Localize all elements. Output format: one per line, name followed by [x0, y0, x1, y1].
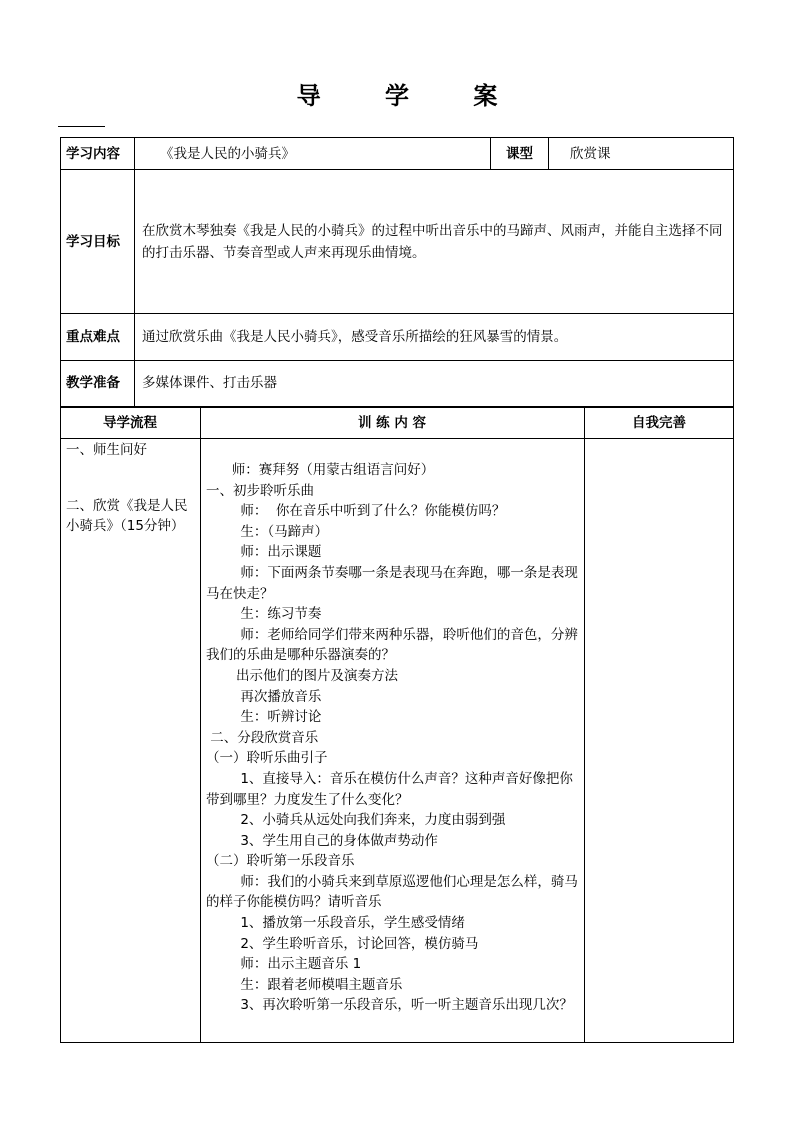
info-table [60, 137, 734, 407]
content-line: 师：下面两条节奏哪一条是表现马在奔跑，哪一条是表现马在快走？ [206, 564, 578, 602]
label-key: 重点难点 [66, 329, 120, 345]
content-line: 3、学生用自己的身体做声势动作 [206, 832, 438, 849]
label-prep: 教学准备 [66, 375, 120, 391]
content-line: 一、初步聆听乐曲 [206, 482, 314, 499]
content-line: 出示他们的图片及演奏方法 [206, 667, 399, 684]
content-line: 师： 你在音乐中听到了什么？你能模仿吗？ [206, 503, 506, 520]
content-line: 2、学生聆听音乐，讨论回答，模仿骑马 [206, 935, 479, 952]
content-line: 师：赛拜努（用蒙古组语言问好） [206, 462, 435, 478]
prep-text: 多媒体课件、打击乐器 [142, 375, 277, 391]
content-line: 生：练习节奏 [206, 606, 322, 623]
flow-step: 一、师生问好 [66, 442, 147, 458]
flow-step: 二、欣赏《我是人民小骑兵》（15分钟） [66, 498, 188, 534]
content-line: 1、直接导入：音乐在模仿什么声音？这种声音好像把你带到哪里？力度发生了什么变化？ [206, 770, 573, 808]
content-line: 生：听辨讨论 [206, 709, 322, 726]
page-title: 导 学 案 [296, 82, 526, 110]
content-line: 2、小骑兵从远处向我们奔来，力度由弱到强 [206, 812, 506, 829]
col-self: 自我完善 [632, 415, 686, 431]
label-goal: 学习目标 [66, 234, 120, 250]
content-line: 3、再次聆听第一乐段音乐，听一听主题音乐出现几次？ [206, 997, 573, 1014]
content-line: 师：我们的小骑兵来到草原巡逻他们心理是怎么样，骑马的样子你能模仿吗？请听音乐 [206, 873, 578, 911]
col-flow: 导学流程 [103, 415, 157, 431]
content-line: 二、分段欣赏音乐 [206, 729, 319, 746]
content-value: 《我是人民的小骑兵》 [160, 146, 295, 162]
content-line: 师：出示课题 [206, 544, 322, 561]
label-type: 课型 [506, 146, 533, 162]
content-line: 生：跟着老师模唱主题音乐 [206, 976, 403, 993]
training-content [206, 460, 580, 1016]
content-line: 生：（马蹄声） [206, 523, 329, 540]
flow-steps [66, 440, 196, 536]
content-line: 师：出示主题音乐 1 [206, 956, 362, 973]
content-line: 师：老师给同学们带来两种乐器，聆听他们的音色，分辨我们的乐曲是哪种乐器演奏的？ [206, 626, 578, 664]
content-line: 1、播放第一乐段音乐，学生感受情绪 [206, 915, 465, 932]
col-content: 训 练 内 容 [357, 415, 427, 431]
label-content: 学习内容 [66, 146, 120, 162]
type-value: 欣赏课 [570, 146, 611, 162]
key-text: 通过欣赏乐曲《我是人民小骑兵》，感受音乐所描绘的狂风暴雪的情景。 [142, 329, 568, 345]
header-rule [58, 126, 105, 127]
content-line: （一）聆听乐曲引子 [206, 750, 328, 767]
content-line: （二）聆听第一乐段音乐 [206, 853, 355, 870]
goal-text: 在欣赏木琴独奏《我是人民的小骑兵》的过程中听出音乐中的马蹄声、风雨声，并能自主选择不同的打击乐器、节奏音型或人声来再现乐曲情境。 [142, 223, 723, 261]
content-line: 再次播放音乐 [206, 688, 322, 705]
